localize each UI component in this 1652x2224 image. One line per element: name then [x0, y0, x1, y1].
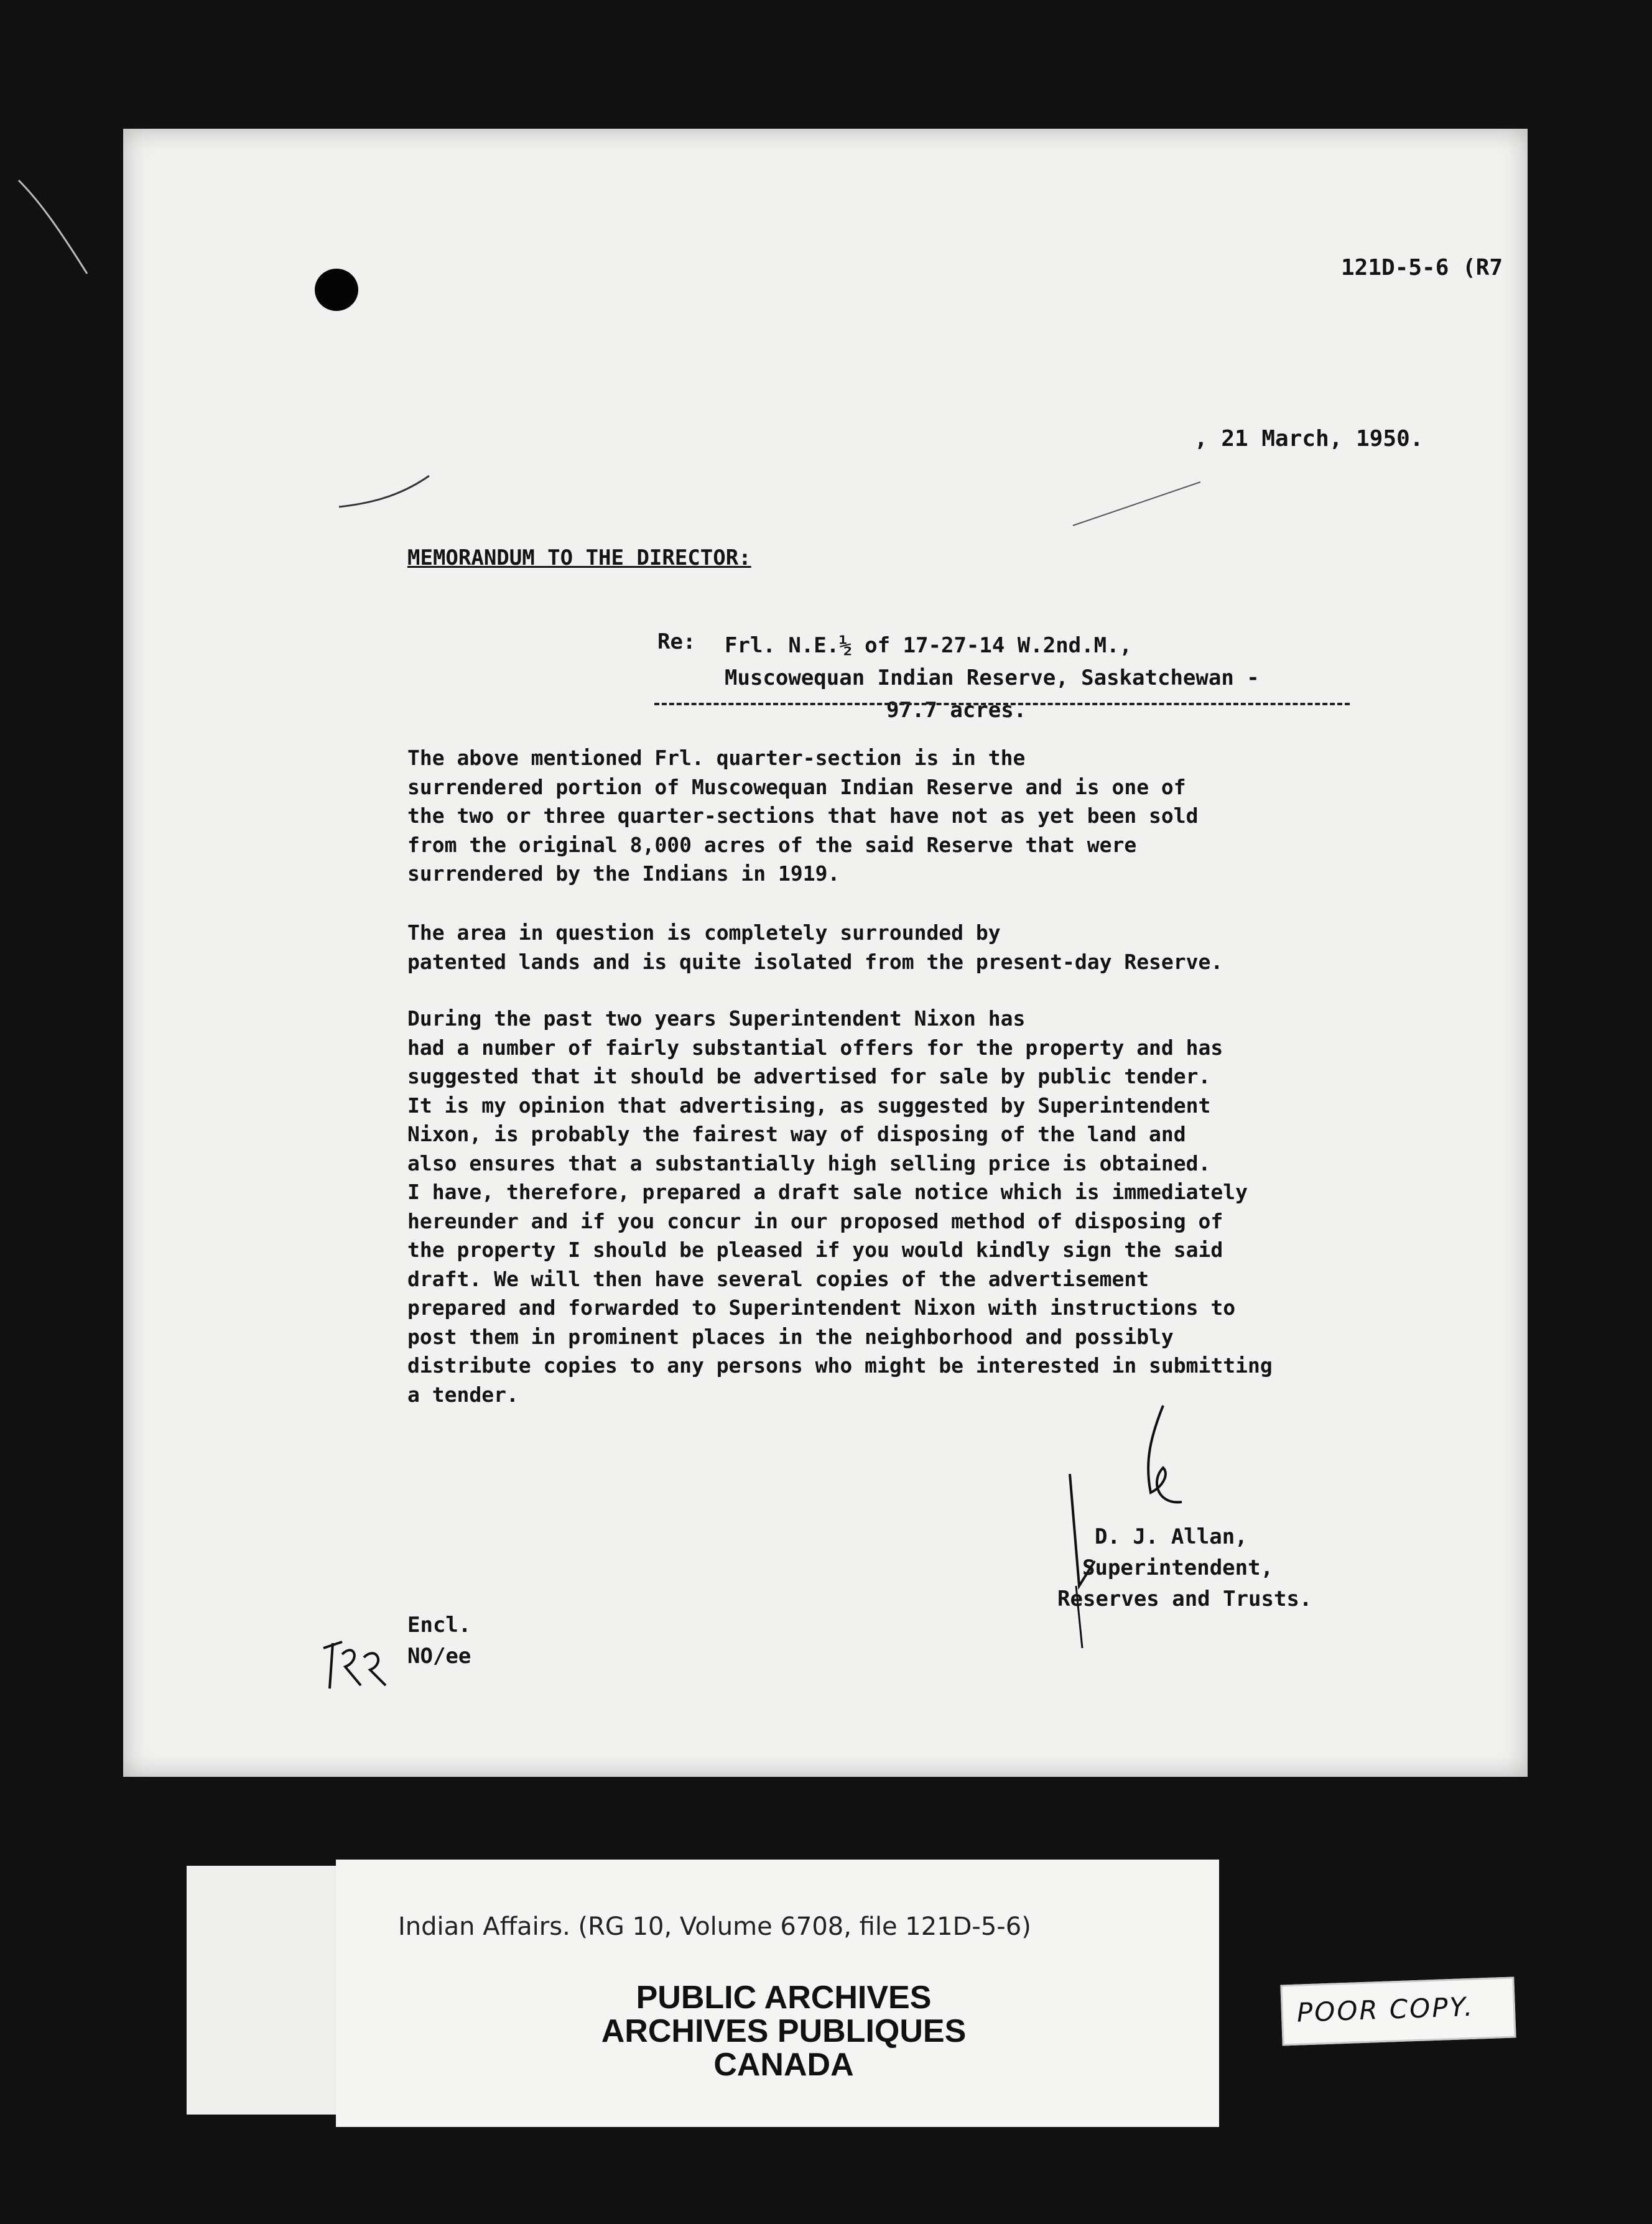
- re-line-1: Frl. N.E.½ of 17-27-14 W.2nd.M.,: [725, 633, 1133, 658]
- paragraph-line: prepared and forwarded to Superintendent Nixon with instructions to: [407, 1295, 1236, 1320]
- re-label: Re:: [657, 629, 696, 654]
- page-mark-line: [336, 473, 435, 510]
- enclosure-block: [407, 1610, 471, 1672]
- paragraph-2: [407, 919, 1452, 976]
- re-subject: [725, 629, 1260, 726]
- signatory-title: Superintendent,: [1082, 1555, 1274, 1580]
- letter-date: , 21 March, 1950.: [1194, 426, 1424, 452]
- paragraph-line: post them in prominent places in the neighborhood and possibly: [407, 1324, 1174, 1349]
- paragraph-line: distribute copies to any persons who might be interested in submitting: [407, 1353, 1273, 1378]
- poor-copy-tag: [1280, 1976, 1516, 2046]
- paragraph-line: the two or three quarter-sections that have not as yet been sold: [407, 804, 1199, 828]
- paragraph-line: hereunder and if you concur in our proposed method of disposing of: [407, 1208, 1223, 1233]
- re-line-3: 97.7 acres.: [886, 698, 1027, 723]
- signatory-division: Reserves and Trusts.: [1057, 1587, 1312, 1611]
- archive-title-line-2: ARCHIVES PUBLIQUES: [601, 2013, 967, 2049]
- re-line-2: Muscowequan Indian Reserve, Saskatchewan -: [725, 665, 1260, 690]
- film-scratch-left: [12, 174, 100, 286]
- paragraph-line: from the original 8,000 acres of the said Reserve that were: [407, 832, 1137, 857]
- enclosure-note: Encl.: [407, 1613, 471, 1638]
- file-reference: 121D-5-6 (R7: [1341, 255, 1503, 280]
- archive-title-line-3: CANADA: [713, 2047, 854, 2083]
- memo-heading: MEMORANDUM TO THE DIRECTOR:: [407, 545, 751, 570]
- paragraph-line: draft. We will then have several copies of the advertisement: [407, 1266, 1149, 1291]
- archive-reference: Indian Affairs. (RG 10, Volume 6708, file 121D-5-6): [398, 1912, 1031, 1941]
- typist-initials: NO/ee: [407, 1644, 471, 1669]
- paragraph-line: the property I should be pleased if you would kindly sign the said: [407, 1238, 1223, 1262]
- paragraph-line: During the past two years Superintendent Nixon has: [407, 1006, 1026, 1031]
- punch-hole: [315, 269, 358, 311]
- signature-block: [1057, 1521, 1312, 1615]
- paragraph-line: The area in question is completely surrounded by: [407, 920, 1001, 945]
- re-divider: [654, 703, 1350, 705]
- paragraph-line: It is my opinion that advertising, as suggested by Superintendent: [407, 1093, 1211, 1118]
- poor-copy-text: POOR COPY.: [1296, 1991, 1475, 2028]
- paragraph-line: surrendered portion of Muscowequan Indian Reserve and is one of: [407, 774, 1186, 799]
- paragraph-line: suggested that it should be advertised for sale by public tender.: [407, 1064, 1211, 1088]
- paragraph-1: [407, 744, 1452, 889]
- paragraph-line: patented lands and is quite isolated from the present-day Reserve.: [407, 949, 1223, 974]
- archive-title-line-1: PUBLIC ARCHIVES: [636, 1980, 932, 2016]
- page-mark-diagonal: [1070, 479, 1207, 529]
- paragraph-3: [407, 1004, 1452, 1409]
- signatory-name: D. J. Allan,: [1095, 1524, 1248, 1549]
- paragraph-line: The above mentioned Frl. quarter-section is in the: [407, 746, 1026, 770]
- paragraph-line: had a number of fairly substantial offers for the property and has: [407, 1035, 1223, 1060]
- handwritten-initials: [317, 1629, 398, 1698]
- paragraph-line: a tender.: [407, 1382, 519, 1407]
- paragraph-line: surrendered by the Indians in 1919.: [407, 861, 840, 886]
- paragraph-line: Nixon, is probably the fairest way of disposing of the land and: [407, 1122, 1186, 1146]
- paragraph-line: I have, therefore, prepared a draft sale notice which is immediately: [407, 1180, 1248, 1204]
- paragraph-line: also ensures that a substantially high selling price is obtained.: [407, 1151, 1211, 1175]
